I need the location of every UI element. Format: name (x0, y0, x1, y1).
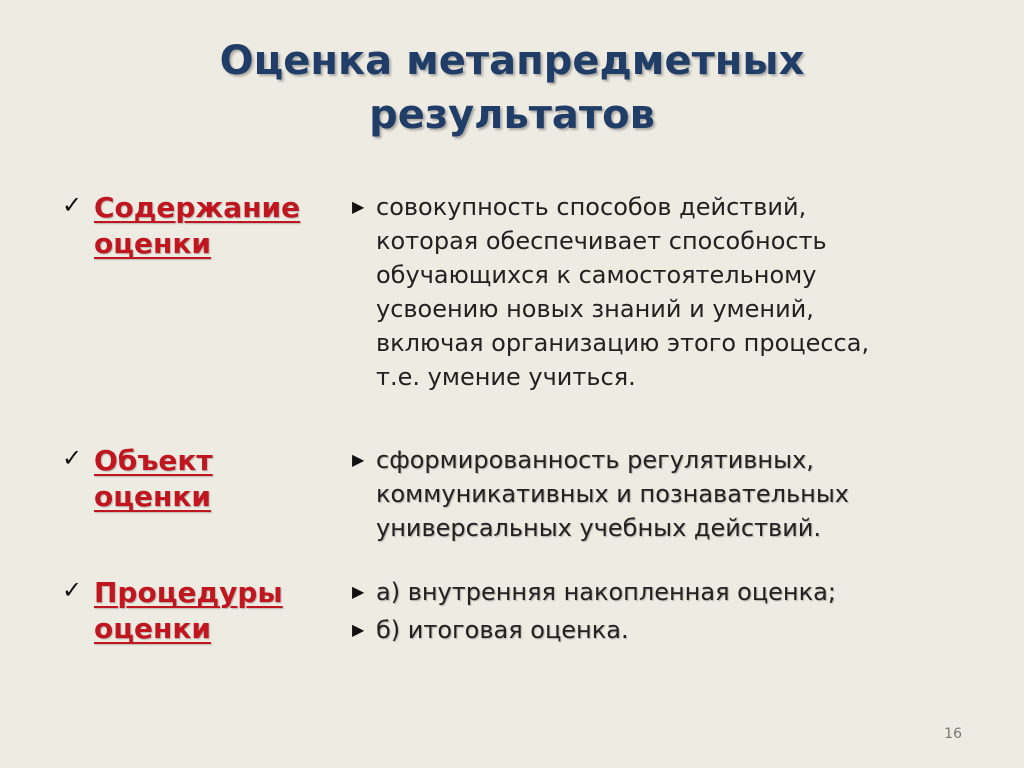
arrow-right-icon: ▶ (352, 582, 365, 601)
term-label (94, 443, 213, 515)
definition-line: т.е. умение учиться. (376, 363, 636, 391)
term-object (62, 443, 332, 515)
definition-line: совокупность способов действий, (376, 193, 807, 221)
definition-text (376, 613, 992, 647)
slide-title-line-1: Оценка метапредметных (219, 38, 805, 84)
definition-text (376, 190, 992, 394)
term-line: оценки (94, 480, 211, 513)
term-line: оценки (94, 227, 211, 260)
definition-text (376, 443, 992, 545)
term-content (62, 190, 332, 262)
definition-text (376, 575, 992, 609)
check-icon: ✓ (62, 191, 83, 219)
definition-list (352, 190, 992, 394)
slide-title (0, 34, 1024, 142)
definition-line: усвоению новых знаний и умений, (376, 295, 814, 323)
definition-line: включая организацию этого процесса, (376, 329, 870, 357)
definition-line: универсальных учебных действий. (376, 514, 822, 542)
term-line: Объект (94, 444, 213, 477)
arrow-right-icon: ▶ (352, 197, 365, 216)
arrow-right-icon: ▶ (352, 450, 365, 469)
definition-line: коммуникативных и познавательных (376, 480, 849, 508)
page-number: 16 (944, 726, 962, 742)
term-line: Процедуры (94, 576, 283, 609)
definition-list (352, 575, 992, 647)
term-line: оценки (94, 612, 211, 645)
term-procedures (62, 575, 332, 647)
check-icon: ✓ (62, 444, 83, 472)
definition-line: сформированность регулятивных, (376, 446, 814, 474)
definition-item (352, 575, 992, 609)
definition-line: обучающихся к самостоятельному (376, 261, 817, 289)
definition-item (352, 190, 992, 394)
definition-line: а) внутренняя накопленная оценка; (376, 578, 836, 606)
definition-item (352, 443, 992, 545)
definition-list (352, 443, 992, 545)
term-label (94, 190, 300, 262)
definition-line: б) итоговая оценка. (376, 616, 629, 644)
slide-title-line-2: результатов (369, 92, 655, 138)
term-line: Содержание (94, 191, 301, 224)
arrow-right-icon: ▶ (352, 620, 365, 639)
check-icon: ✓ (62, 576, 83, 604)
definition-line: которая обеспечивает способность (376, 227, 827, 255)
definition-item (352, 613, 992, 647)
term-label (94, 575, 283, 647)
